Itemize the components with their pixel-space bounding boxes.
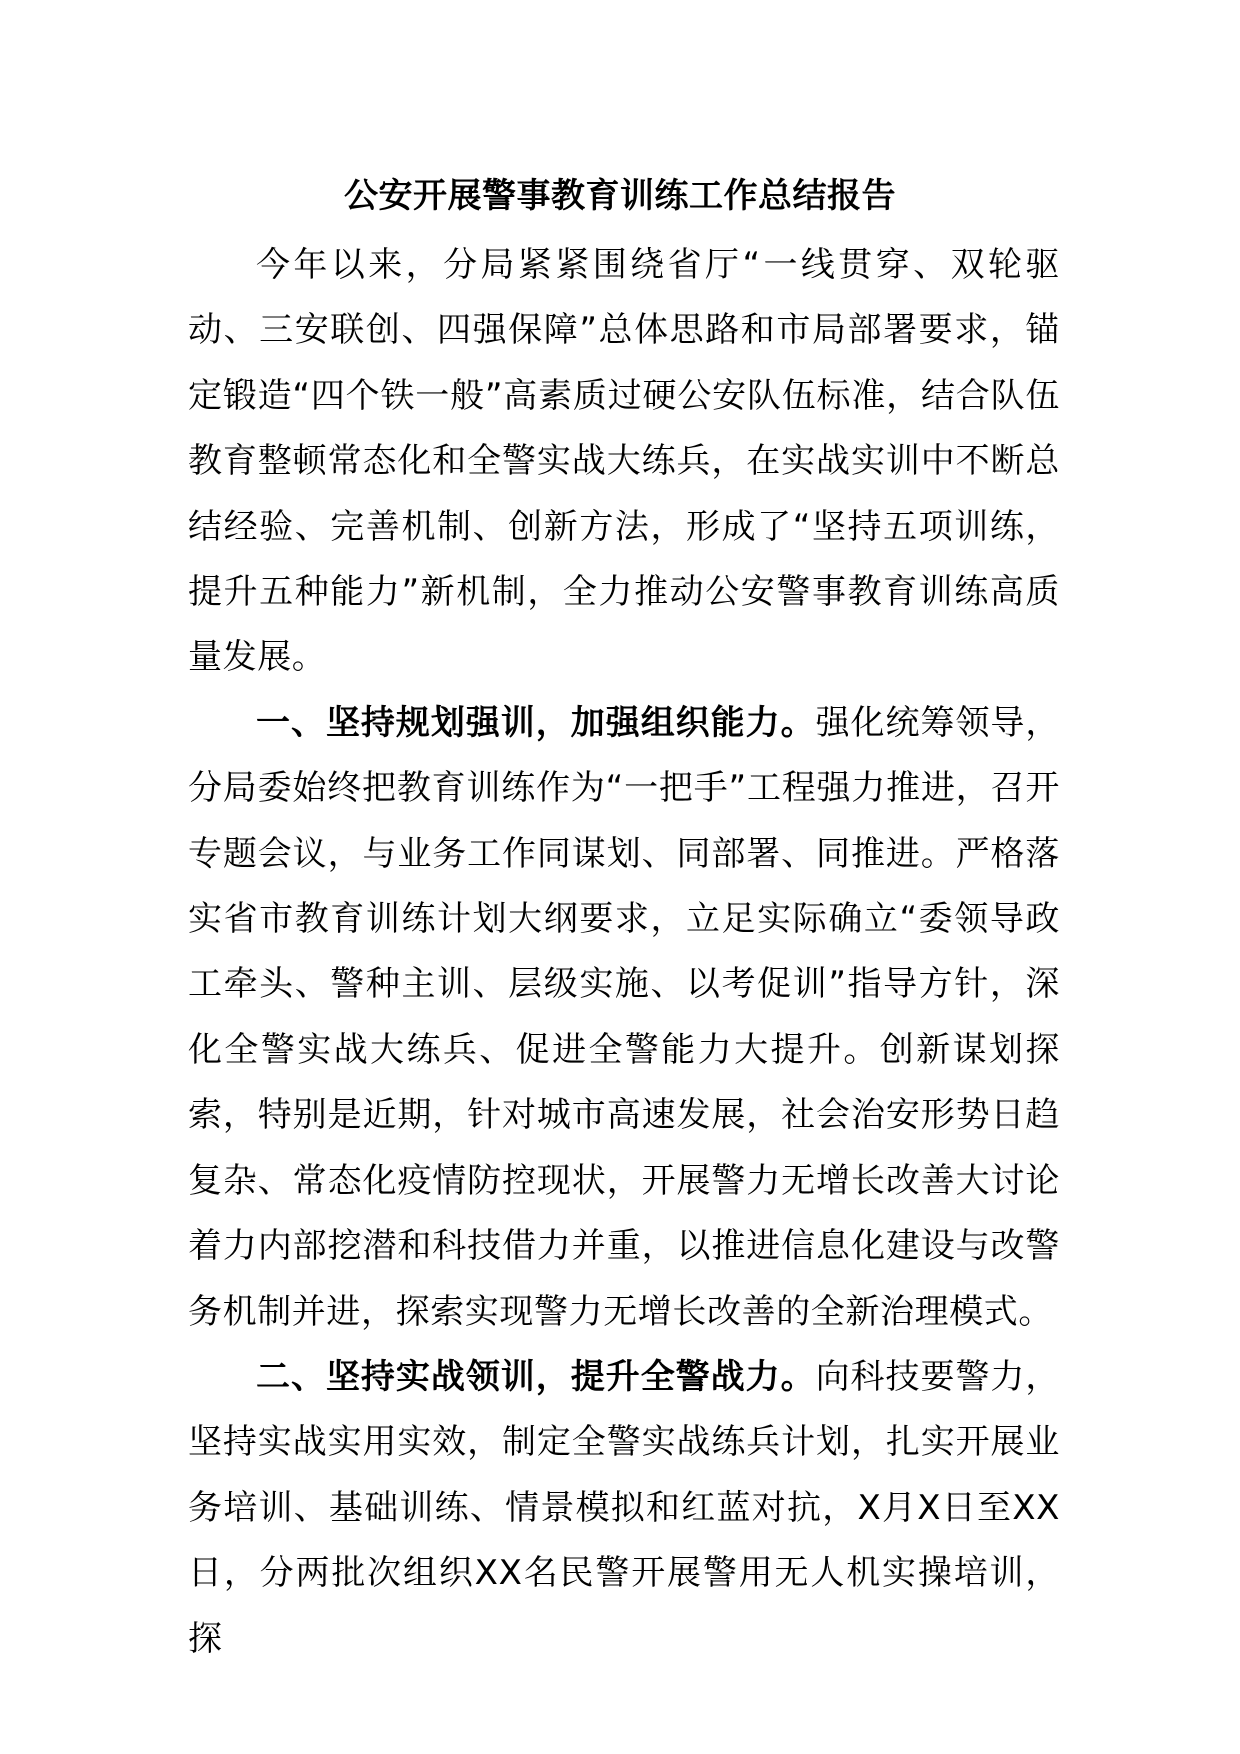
intro-paragraph: 今年以来，分局紧紧围绕省厅“一线贯穿、双轮驱动、三安联创、四强保障”总体思路和市局部署要求，锚定锻造“四个铁一般”高素质过硬公安队伍标准，结合队伍教育整顿常态化和全警实战大练兵，在实战实训中不断总结经验、完善机制、创新方法，形成了“坚持五项训练，提升五种能力”新机制，全力推动公安警事教育训练高质量发展。	[188, 245, 1060, 678]
section-1-paragraph	[188, 691, 1060, 1345]
document-body	[188, 233, 1060, 1672]
section-2-heading: 二、坚持实战领训，提升全警战力。	[256, 1356, 816, 1397]
section-2-paragraph	[188, 1345, 1060, 1672]
section-1-heading: 一、坚持规划强训，加强组织能力。	[256, 702, 816, 743]
document-title: 公安开展警事教育训练工作总结报告	[344, 176, 896, 216]
section-1-text: 强化统筹领导，分局委始终把教育训练作为“一把手”工程强力推进，召开专题会议，与业务工作同谋划、同部署、同推进。严格落实省市教育训练计划大纲要求，立足实际确立“委领导政工牵头、警种主训、层级实施、以考促训”指导方针，深化全警实战大练兵、促进全警能力大提升。创新谋划探索，特别是近期，针对城市高速发展，社会治安形势日趋复杂、常态化疫情防控现状，开展警力无增长改善大讨论着力内部挖潜和科技借力并重，以推进信息化建设与改警务机制并进，探索实现警力无增长改善的全新治理模式。	[188, 702, 1060, 1332]
section-2-text: 向科技要警力，坚持实战实用实效，制定全警实战练兵计划，扎实开展业务培训、基础训练、情景模拟和红蓝对抗，X月X日至XX日，分两批次组织XX名民警开展警用无人机实操培训，探	[188, 1356, 1060, 1659]
